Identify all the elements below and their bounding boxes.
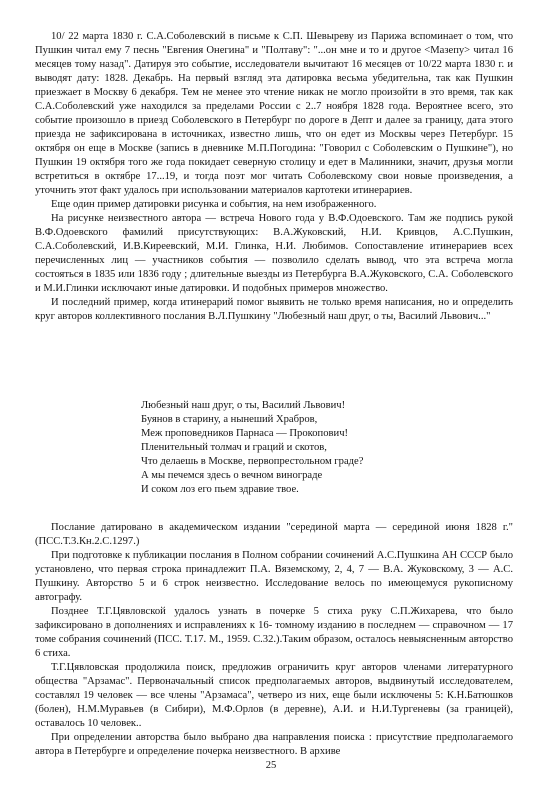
text-block-top	[35, 30, 513, 324]
poem-line: Любезный наш друг, о ты, Василий Львович!	[141, 400, 346, 411]
paragraph-tsyavlovskaya: Позднее Т.Г.Цявловской удалось узнать в почерке 5 стиха руку С.П.Жихарева, что было зафиксировано в дополнениях и исправлениях к 16- томному изданию в последнем — справочном — 17 томе собрания сочинений (ПСС. Т.17. М., 1959. С.32.).Таким образом, осталось невыясненным авторство 6 стиха.	[35, 606, 513, 659]
paragraph-authorship: При определении авторства было выбрано два направления поиска : присутствие предполагаемого автора в Петербурге и определение почерка неизвестного. В архиве	[35, 732, 513, 757]
paragraph-sobolevsky: 10/ 22 марта 1830 г. С.А.Соболевский в письме к С.П. Шевыреву из Парижа вспоминает о том, что Пушкин читал ему 7 песнь "Евгения Онегина" и "Полтаву": "...он мне и то и другое <Мазепу> читал 16 месяцев тому назад". Датируя это событие, исследователи вычитают 16 месяцев от 10/22 марта 1830 г. и выводят дату: 1828. Декабрь. На первый взгляд эта датировка весьма убедительна, так как Пушкин приезжает в Москву 6 декабря. Тем не менее это чтение никак не могло произойти в это время, так как С.А.Соболевский уже находился за пределами России с 2..7 ноября 1828 года. Вероятнее всего, это событие произошло в приезд Соболевского в Петербург по дороге в Депт и далее за границу, дата этого приезда не зафиксирована в источниках, известно лишь, что он едет из Москвы через Петербург. 15 октября он еще в Москве (запись в дневнике М.П.Погодина: "Говорил с Соболевским о Пушкине"), но Пушкин 19 октября того же года покидает северную столицу и едет в Малинники, значит, друзья могли встретиться в октябре 17...19, и тогда поэт мог читать Соболевскому свои новые произведения, а уточнить этот факт удалось при использовании материалов картотеки итинерариев.	[35, 31, 513, 196]
poem-line: Буянов в старину, а нынеший Храбров,	[141, 414, 318, 425]
poem-block	[141, 399, 481, 497]
poem-line: И соком лоз его пьем здравие твое.	[141, 484, 299, 495]
text-block-bottom	[35, 521, 513, 759]
poem-line: Что делаешь в Москве, первопрестольном граде?	[141, 456, 364, 467]
page-number: 25	[265, 760, 277, 771]
poem-line: Пленительный толмач и граций и скотов,	[141, 442, 327, 453]
paragraph-arzamas: Т.Г.Цявловская продолжила поиск, предложив ограничить круг авторов членами литературного общества "Арзамас". Первоначальный список предполагаемых авторов, выдвинутый исследователем, составлял 19 человек — все члены "Арзамаса", четверо из них, еще были исключены 5: К.Н.Батюшков (болен), Н.М.Муравьев (в Сибири), М.Ф.Орлов (в деревне), А.И. и Н.И.Тургеневы (за границей), оставалось 10 человек..	[35, 662, 513, 729]
poem-line: Меж проповедников Парнаса — Прокопович!	[141, 428, 349, 439]
paragraph-pss-preparation: При подготовке к публикации послания в Полном собрании сочинений А.С.Пушкина АН СССР было установлено, что первая строка принадлежит П.А. Вяземскому, 2, 4, 7 — В.А. Жуковскому, 3 — А.С. Пушкину. Авторство 5 и 6 строк неизвестно. Исследование велось по имеющемуся рукописному автографу.	[35, 550, 513, 603]
poem-line: А мы печемся здесь о вечном винограде	[141, 470, 323, 481]
paragraph-dating: Послание датировано в академическом издании "серединой марта — серединой июня 1828 г." (ПСС.Т.3.Кн.2.С.1297.)	[35, 522, 513, 547]
paragraph-last-example: И последний пример, когда итинерарий помог выявить не только время написания, но и определить круг авторов коллективного послания В.Л.Пушкину "Любезный наш друг, о ты, Василий Львович..."	[35, 297, 513, 322]
paragraph-odoevsky: На рисунке неизвестного автора — встреча Нового года у В.Ф.Одоевского. Там же подпись рукой В.Ф.Одоевского фамилий присутствующих: В.А.Жуковский, Н.И. Кривцов, А.С.Пушкин, С.А.Соболевский, И.В.Киреевский, М.И. Глинка, Н.И. Любимов. Сопоставление итинерариев всех перечисленных лиц — участников события — позволило сделать вывод, что эта встреча могла состояться в 1835 или 1836 году ; длительные выезды из Петербурга В.А.Жуковского, С.А. Соболевского и М.И.Глинки исключают иные датировки. И подобных примеров множество.	[35, 213, 513, 294]
paragraph-drawing-example: Еще один пример датировки рисунка и события, на нем изображенного.	[51, 199, 377, 210]
